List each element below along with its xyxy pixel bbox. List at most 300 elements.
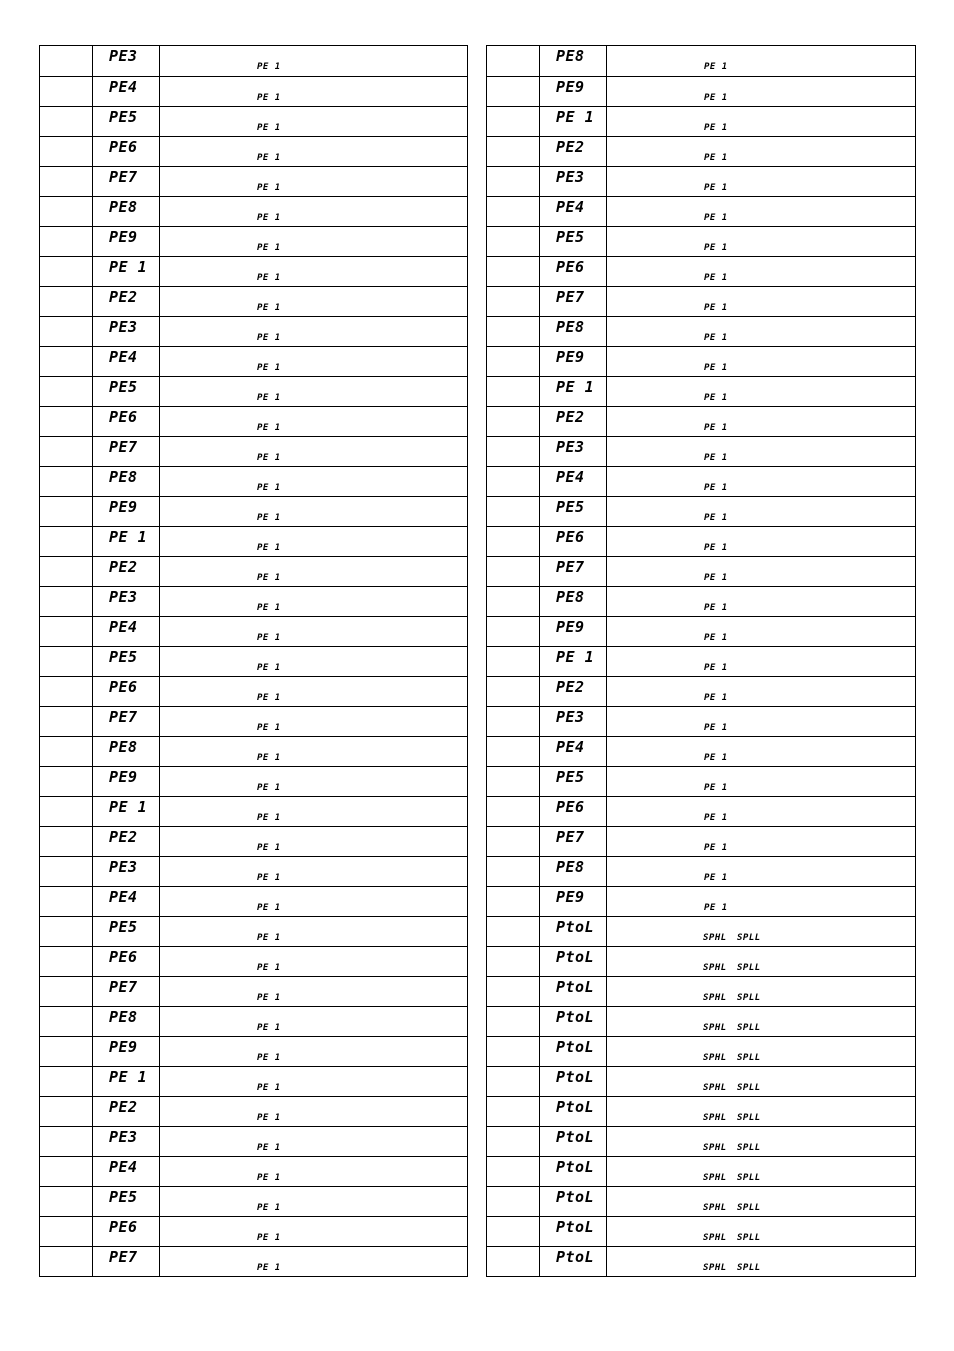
reference-label: PE 1 bbox=[257, 903, 281, 913]
reference-label: PE 1 bbox=[704, 483, 728, 493]
parameter-code: PE8 bbox=[556, 858, 585, 876]
table-row bbox=[487, 1006, 915, 1036]
reference-label: SPHL bbox=[703, 1083, 727, 1093]
blank-cell bbox=[40, 767, 93, 796]
description-cell bbox=[607, 977, 915, 1006]
code-cell bbox=[540, 1007, 607, 1036]
reference-label: PE 1 bbox=[257, 273, 281, 283]
table-row bbox=[487, 1186, 915, 1216]
table-row bbox=[487, 196, 915, 226]
parameter-code: PE8 bbox=[556, 47, 585, 65]
code-cell bbox=[93, 197, 160, 226]
parameter-code: PtoL bbox=[556, 948, 595, 966]
description-cell bbox=[607, 197, 915, 226]
blank-cell bbox=[40, 707, 93, 736]
code-cell bbox=[540, 1187, 607, 1216]
parameter-code: PE6 bbox=[109, 678, 138, 696]
reference-label: PE 1 bbox=[257, 303, 281, 313]
description-cell bbox=[160, 677, 467, 706]
table-row bbox=[487, 106, 915, 136]
reference-label: PE 1 bbox=[257, 183, 281, 193]
reference-label: PE 1 bbox=[704, 243, 728, 253]
parameter-code: PE3 bbox=[109, 588, 138, 606]
table-row bbox=[40, 676, 467, 706]
reference-label: PE 1 bbox=[257, 1143, 281, 1153]
description-cell bbox=[160, 557, 467, 586]
reference-label: PE 1 bbox=[257, 363, 281, 373]
parameter-code: PE 1 bbox=[556, 108, 595, 126]
table-row bbox=[40, 916, 467, 946]
parameter-code: PE5 bbox=[556, 498, 585, 516]
blank-cell bbox=[40, 677, 93, 706]
blank-cell bbox=[487, 1067, 540, 1096]
description-cell bbox=[607, 887, 915, 916]
code-cell bbox=[93, 467, 160, 496]
description-cell bbox=[160, 1067, 467, 1096]
code-cell bbox=[93, 677, 160, 706]
parameter-code: PE2 bbox=[109, 828, 138, 846]
code-cell bbox=[93, 857, 160, 886]
reference-label: PE 1 bbox=[257, 693, 281, 703]
table-row bbox=[40, 646, 467, 676]
reference-label: PE 1 bbox=[257, 423, 281, 433]
parameter-code: PE7 bbox=[556, 288, 585, 306]
parameter-code: PE3 bbox=[109, 47, 138, 65]
code-cell bbox=[93, 917, 160, 946]
code-cell bbox=[93, 617, 160, 646]
code-cell bbox=[93, 737, 160, 766]
blank-cell bbox=[487, 1247, 540, 1276]
description-cell bbox=[160, 227, 467, 256]
description-cell bbox=[160, 737, 467, 766]
parameter-code: PE3 bbox=[109, 318, 138, 336]
parameter-code: PE7 bbox=[109, 1248, 138, 1266]
parameter-code: PE3 bbox=[556, 708, 585, 726]
reference-label: PE 1 bbox=[704, 723, 728, 733]
table-row bbox=[487, 1246, 915, 1276]
code-cell bbox=[540, 46, 607, 76]
blank-cell bbox=[40, 197, 93, 226]
description-cell bbox=[607, 287, 915, 316]
reference-label-secondary: SPLL bbox=[737, 1143, 761, 1153]
description-cell bbox=[160, 887, 467, 916]
description-cell bbox=[607, 1097, 915, 1126]
parameter-code: PE5 bbox=[109, 378, 138, 396]
description-cell bbox=[607, 497, 915, 526]
table-row bbox=[40, 76, 467, 106]
reference-label: PE 1 bbox=[257, 573, 281, 583]
blank-cell bbox=[40, 107, 93, 136]
description-cell bbox=[607, 1127, 915, 1156]
description-cell bbox=[607, 347, 915, 376]
description-cell bbox=[607, 917, 915, 946]
description-cell bbox=[160, 617, 467, 646]
reference-label: PE 1 bbox=[257, 1203, 281, 1213]
parameter-code: PE9 bbox=[556, 618, 585, 636]
blank-cell bbox=[40, 46, 93, 76]
blank-cell bbox=[40, 977, 93, 1006]
table-row bbox=[40, 346, 467, 376]
code-cell bbox=[540, 707, 607, 736]
reference-label: PE 1 bbox=[704, 363, 728, 373]
reference-label: PE 1 bbox=[704, 303, 728, 313]
reference-label: SPHL bbox=[703, 1053, 727, 1063]
parameter-code: PE 1 bbox=[556, 378, 595, 396]
table-row bbox=[487, 256, 915, 286]
description-cell bbox=[160, 197, 467, 226]
table-row bbox=[487, 916, 915, 946]
reference-label-secondary: SPLL bbox=[737, 1053, 761, 1063]
table-row bbox=[40, 286, 467, 316]
description-cell bbox=[160, 917, 467, 946]
blank-cell bbox=[40, 377, 93, 406]
blank-cell bbox=[487, 737, 540, 766]
code-cell bbox=[540, 857, 607, 886]
right-parameter-table bbox=[486, 45, 916, 1277]
description-cell bbox=[607, 797, 915, 826]
reference-label: SPHL bbox=[703, 1023, 727, 1033]
code-cell bbox=[540, 1217, 607, 1246]
code-cell bbox=[93, 1127, 160, 1156]
blank-cell bbox=[40, 1067, 93, 1096]
reference-label: PE 1 bbox=[704, 333, 728, 343]
code-cell bbox=[540, 407, 607, 436]
description-cell bbox=[160, 707, 467, 736]
description-cell bbox=[607, 1187, 915, 1216]
reference-label: PE 1 bbox=[257, 873, 281, 883]
parameter-code: PE8 bbox=[556, 588, 585, 606]
parameter-code: PE5 bbox=[556, 228, 585, 246]
parameter-code: PE7 bbox=[109, 978, 138, 996]
reference-label: PE 1 bbox=[704, 543, 728, 553]
code-cell bbox=[540, 647, 607, 676]
table-row bbox=[487, 436, 915, 466]
code-cell bbox=[93, 257, 160, 286]
blank-cell bbox=[40, 317, 93, 346]
table-row bbox=[40, 796, 467, 826]
table-row bbox=[40, 706, 467, 736]
code-cell bbox=[93, 46, 160, 76]
description-cell bbox=[607, 437, 915, 466]
description-cell bbox=[160, 317, 467, 346]
parameter-code: PE 1 bbox=[556, 648, 595, 666]
parameter-code: PE6 bbox=[556, 798, 585, 816]
blank-cell bbox=[487, 1007, 540, 1036]
reference-label: PE 1 bbox=[704, 62, 728, 72]
description-cell bbox=[607, 167, 915, 196]
parameter-code: PE6 bbox=[109, 948, 138, 966]
blank-cell bbox=[40, 827, 93, 856]
code-cell bbox=[93, 347, 160, 376]
table-row bbox=[40, 196, 467, 226]
blank-cell bbox=[487, 137, 540, 166]
description-cell bbox=[607, 317, 915, 346]
blank-cell bbox=[40, 617, 93, 646]
parameter-code: PE9 bbox=[109, 1038, 138, 1056]
table-row bbox=[40, 496, 467, 526]
reference-label: PE 1 bbox=[704, 603, 728, 613]
description-cell bbox=[607, 1247, 915, 1276]
reference-label: PE 1 bbox=[704, 513, 728, 523]
blank-cell bbox=[487, 1037, 540, 1066]
table-row bbox=[40, 1096, 467, 1126]
reference-label: PE 1 bbox=[257, 543, 281, 553]
description-cell bbox=[607, 1067, 915, 1096]
code-cell bbox=[93, 1217, 160, 1246]
parameter-code: PE5 bbox=[109, 648, 138, 666]
code-cell bbox=[540, 1157, 607, 1186]
table-row bbox=[487, 286, 915, 316]
description-cell bbox=[607, 737, 915, 766]
code-cell bbox=[93, 77, 160, 106]
table-row bbox=[40, 766, 467, 796]
table-row bbox=[487, 676, 915, 706]
reference-label: PE 1 bbox=[257, 723, 281, 733]
blank-cell bbox=[40, 947, 93, 976]
blank-cell bbox=[487, 617, 540, 646]
description-cell bbox=[160, 1187, 467, 1216]
code-cell bbox=[93, 527, 160, 556]
code-cell bbox=[93, 797, 160, 826]
blank-cell bbox=[40, 407, 93, 436]
reference-label: PE 1 bbox=[257, 1263, 281, 1273]
blank-cell bbox=[40, 287, 93, 316]
blank-cell bbox=[487, 887, 540, 916]
parameter-code: PtoL bbox=[556, 1068, 595, 1086]
table-row bbox=[40, 1216, 467, 1246]
reference-label: PE 1 bbox=[257, 393, 281, 403]
description-cell bbox=[160, 167, 467, 196]
reference-label: PE 1 bbox=[257, 993, 281, 1003]
table-row bbox=[487, 946, 915, 976]
code-cell bbox=[540, 617, 607, 646]
code-cell bbox=[540, 107, 607, 136]
reference-label: PE 1 bbox=[257, 1113, 281, 1123]
code-cell bbox=[540, 167, 607, 196]
code-cell bbox=[540, 947, 607, 976]
blank-cell bbox=[487, 287, 540, 316]
reference-label: SPHL bbox=[703, 1233, 727, 1243]
parameter-code: PE9 bbox=[556, 348, 585, 366]
description-cell bbox=[160, 947, 467, 976]
code-cell bbox=[540, 197, 607, 226]
table-row bbox=[487, 406, 915, 436]
code-cell bbox=[93, 1067, 160, 1096]
code-cell bbox=[540, 917, 607, 946]
blank-cell bbox=[487, 317, 540, 346]
parameter-code: PE9 bbox=[109, 228, 138, 246]
reference-label-secondary: SPLL bbox=[737, 1263, 761, 1273]
parameter-code: PE5 bbox=[109, 918, 138, 936]
code-cell bbox=[93, 497, 160, 526]
table-row bbox=[487, 796, 915, 826]
description-cell bbox=[160, 437, 467, 466]
description-cell bbox=[160, 257, 467, 286]
parameter-code: PE7 bbox=[109, 168, 138, 186]
description-cell bbox=[160, 647, 467, 676]
code-cell bbox=[540, 227, 607, 256]
parameter-code: PE8 bbox=[109, 738, 138, 756]
table-row bbox=[487, 1156, 915, 1186]
blank-cell bbox=[487, 437, 540, 466]
reference-label: PE 1 bbox=[257, 123, 281, 133]
parameter-code: PE6 bbox=[556, 258, 585, 276]
left-parameter-table bbox=[39, 45, 468, 1277]
blank-cell bbox=[40, 557, 93, 586]
reference-label: PE 1 bbox=[704, 453, 728, 463]
blank-cell bbox=[487, 767, 540, 796]
blank-cell bbox=[487, 257, 540, 286]
description-cell bbox=[607, 407, 915, 436]
description-cell bbox=[160, 1247, 467, 1276]
table-row bbox=[487, 1096, 915, 1126]
description-cell bbox=[607, 647, 915, 676]
description-cell bbox=[607, 1007, 915, 1036]
table-row bbox=[487, 976, 915, 1006]
parameter-code: PE9 bbox=[556, 888, 585, 906]
description-cell bbox=[607, 257, 915, 286]
description-cell bbox=[607, 1157, 915, 1186]
blank-cell bbox=[487, 557, 540, 586]
parameter-code: PE3 bbox=[109, 858, 138, 876]
parameter-code: PE4 bbox=[556, 738, 585, 756]
description-cell bbox=[160, 767, 467, 796]
blank-cell bbox=[40, 347, 93, 376]
parameter-code: PE8 bbox=[109, 1008, 138, 1026]
table-row bbox=[40, 406, 467, 436]
table-row bbox=[487, 76, 915, 106]
parameter-code: PE7 bbox=[556, 558, 585, 576]
reference-label: PE 1 bbox=[704, 123, 728, 133]
description-cell bbox=[160, 1007, 467, 1036]
parameter-code: PE4 bbox=[109, 78, 138, 96]
reference-label: SPHL bbox=[703, 933, 727, 943]
table-row bbox=[40, 1036, 467, 1066]
parameter-code: PE7 bbox=[109, 708, 138, 726]
description-cell bbox=[607, 617, 915, 646]
code-cell bbox=[93, 437, 160, 466]
parameter-code: PE6 bbox=[109, 1218, 138, 1236]
table-row bbox=[487, 766, 915, 796]
code-cell bbox=[540, 497, 607, 526]
blank-cell bbox=[40, 77, 93, 106]
reference-label-secondary: SPLL bbox=[737, 1233, 761, 1243]
blank-cell bbox=[487, 347, 540, 376]
blank-cell bbox=[40, 647, 93, 676]
reference-label: PE 1 bbox=[257, 1053, 281, 1063]
parameter-code: PE4 bbox=[109, 618, 138, 636]
reference-label: PE 1 bbox=[704, 693, 728, 703]
table-row bbox=[487, 556, 915, 586]
table-row bbox=[40, 616, 467, 646]
reference-label: PE 1 bbox=[257, 513, 281, 523]
table-row bbox=[487, 496, 915, 526]
parameter-code: PE5 bbox=[556, 768, 585, 786]
table-row bbox=[40, 556, 467, 586]
code-cell bbox=[93, 707, 160, 736]
code-cell bbox=[93, 1097, 160, 1126]
blank-cell bbox=[40, 1217, 93, 1246]
table-row bbox=[487, 856, 915, 886]
blank-cell bbox=[40, 917, 93, 946]
blank-cell bbox=[487, 46, 540, 76]
table-row bbox=[40, 736, 467, 766]
reference-label: SPHL bbox=[703, 1173, 727, 1183]
blank-cell bbox=[487, 77, 540, 106]
description-cell bbox=[160, 107, 467, 136]
reference-label-secondary: SPLL bbox=[737, 1203, 761, 1213]
description-cell bbox=[160, 377, 467, 406]
table-row bbox=[40, 106, 467, 136]
parameter-code: PE4 bbox=[109, 1158, 138, 1176]
reference-label: PE 1 bbox=[257, 783, 281, 793]
blank-cell bbox=[487, 917, 540, 946]
blank-cell bbox=[487, 827, 540, 856]
parameter-code: PE3 bbox=[556, 438, 585, 456]
table-row bbox=[40, 976, 467, 1006]
table-row bbox=[487, 1126, 915, 1156]
code-cell bbox=[93, 287, 160, 316]
reference-label: PE 1 bbox=[257, 603, 281, 613]
description-cell bbox=[607, 527, 915, 556]
blank-cell bbox=[487, 527, 540, 556]
blank-cell bbox=[40, 737, 93, 766]
code-cell bbox=[540, 767, 607, 796]
code-cell bbox=[93, 947, 160, 976]
blank-cell bbox=[40, 227, 93, 256]
table-row bbox=[40, 826, 467, 856]
table-row bbox=[40, 586, 467, 616]
reference-label-secondary: SPLL bbox=[737, 1113, 761, 1123]
reference-label: PE 1 bbox=[257, 933, 281, 943]
description-cell bbox=[160, 827, 467, 856]
reference-label: PE 1 bbox=[257, 213, 281, 223]
description-cell bbox=[607, 587, 915, 616]
blank-cell bbox=[487, 1187, 540, 1216]
parameter-code: PE3 bbox=[556, 168, 585, 186]
parameter-code: PE8 bbox=[109, 198, 138, 216]
description-cell bbox=[607, 137, 915, 166]
description-cell bbox=[607, 77, 915, 106]
parameter-code: PE4 bbox=[109, 888, 138, 906]
description-cell bbox=[160, 497, 467, 526]
code-cell bbox=[93, 1037, 160, 1066]
reference-label: PE 1 bbox=[704, 843, 728, 853]
code-cell bbox=[93, 647, 160, 676]
code-cell bbox=[540, 887, 607, 916]
description-cell bbox=[160, 587, 467, 616]
parameter-code: PE9 bbox=[556, 78, 585, 96]
parameter-code: PE8 bbox=[556, 318, 585, 336]
reference-label: PE 1 bbox=[257, 633, 281, 643]
blank-cell bbox=[487, 167, 540, 196]
description-cell bbox=[607, 947, 915, 976]
code-cell bbox=[540, 557, 607, 586]
code-cell bbox=[540, 737, 607, 766]
blank-cell bbox=[40, 1007, 93, 1036]
parameter-code: PE2 bbox=[556, 138, 585, 156]
parameter-code: PE7 bbox=[109, 438, 138, 456]
code-cell bbox=[540, 587, 607, 616]
table-row bbox=[487, 646, 915, 676]
table-row bbox=[40, 886, 467, 916]
reference-label: PE 1 bbox=[704, 183, 728, 193]
table-row bbox=[487, 586, 915, 616]
table-row bbox=[40, 316, 467, 346]
reference-label-secondary: SPLL bbox=[737, 1023, 761, 1033]
code-cell bbox=[93, 827, 160, 856]
reference-label: PE 1 bbox=[704, 783, 728, 793]
